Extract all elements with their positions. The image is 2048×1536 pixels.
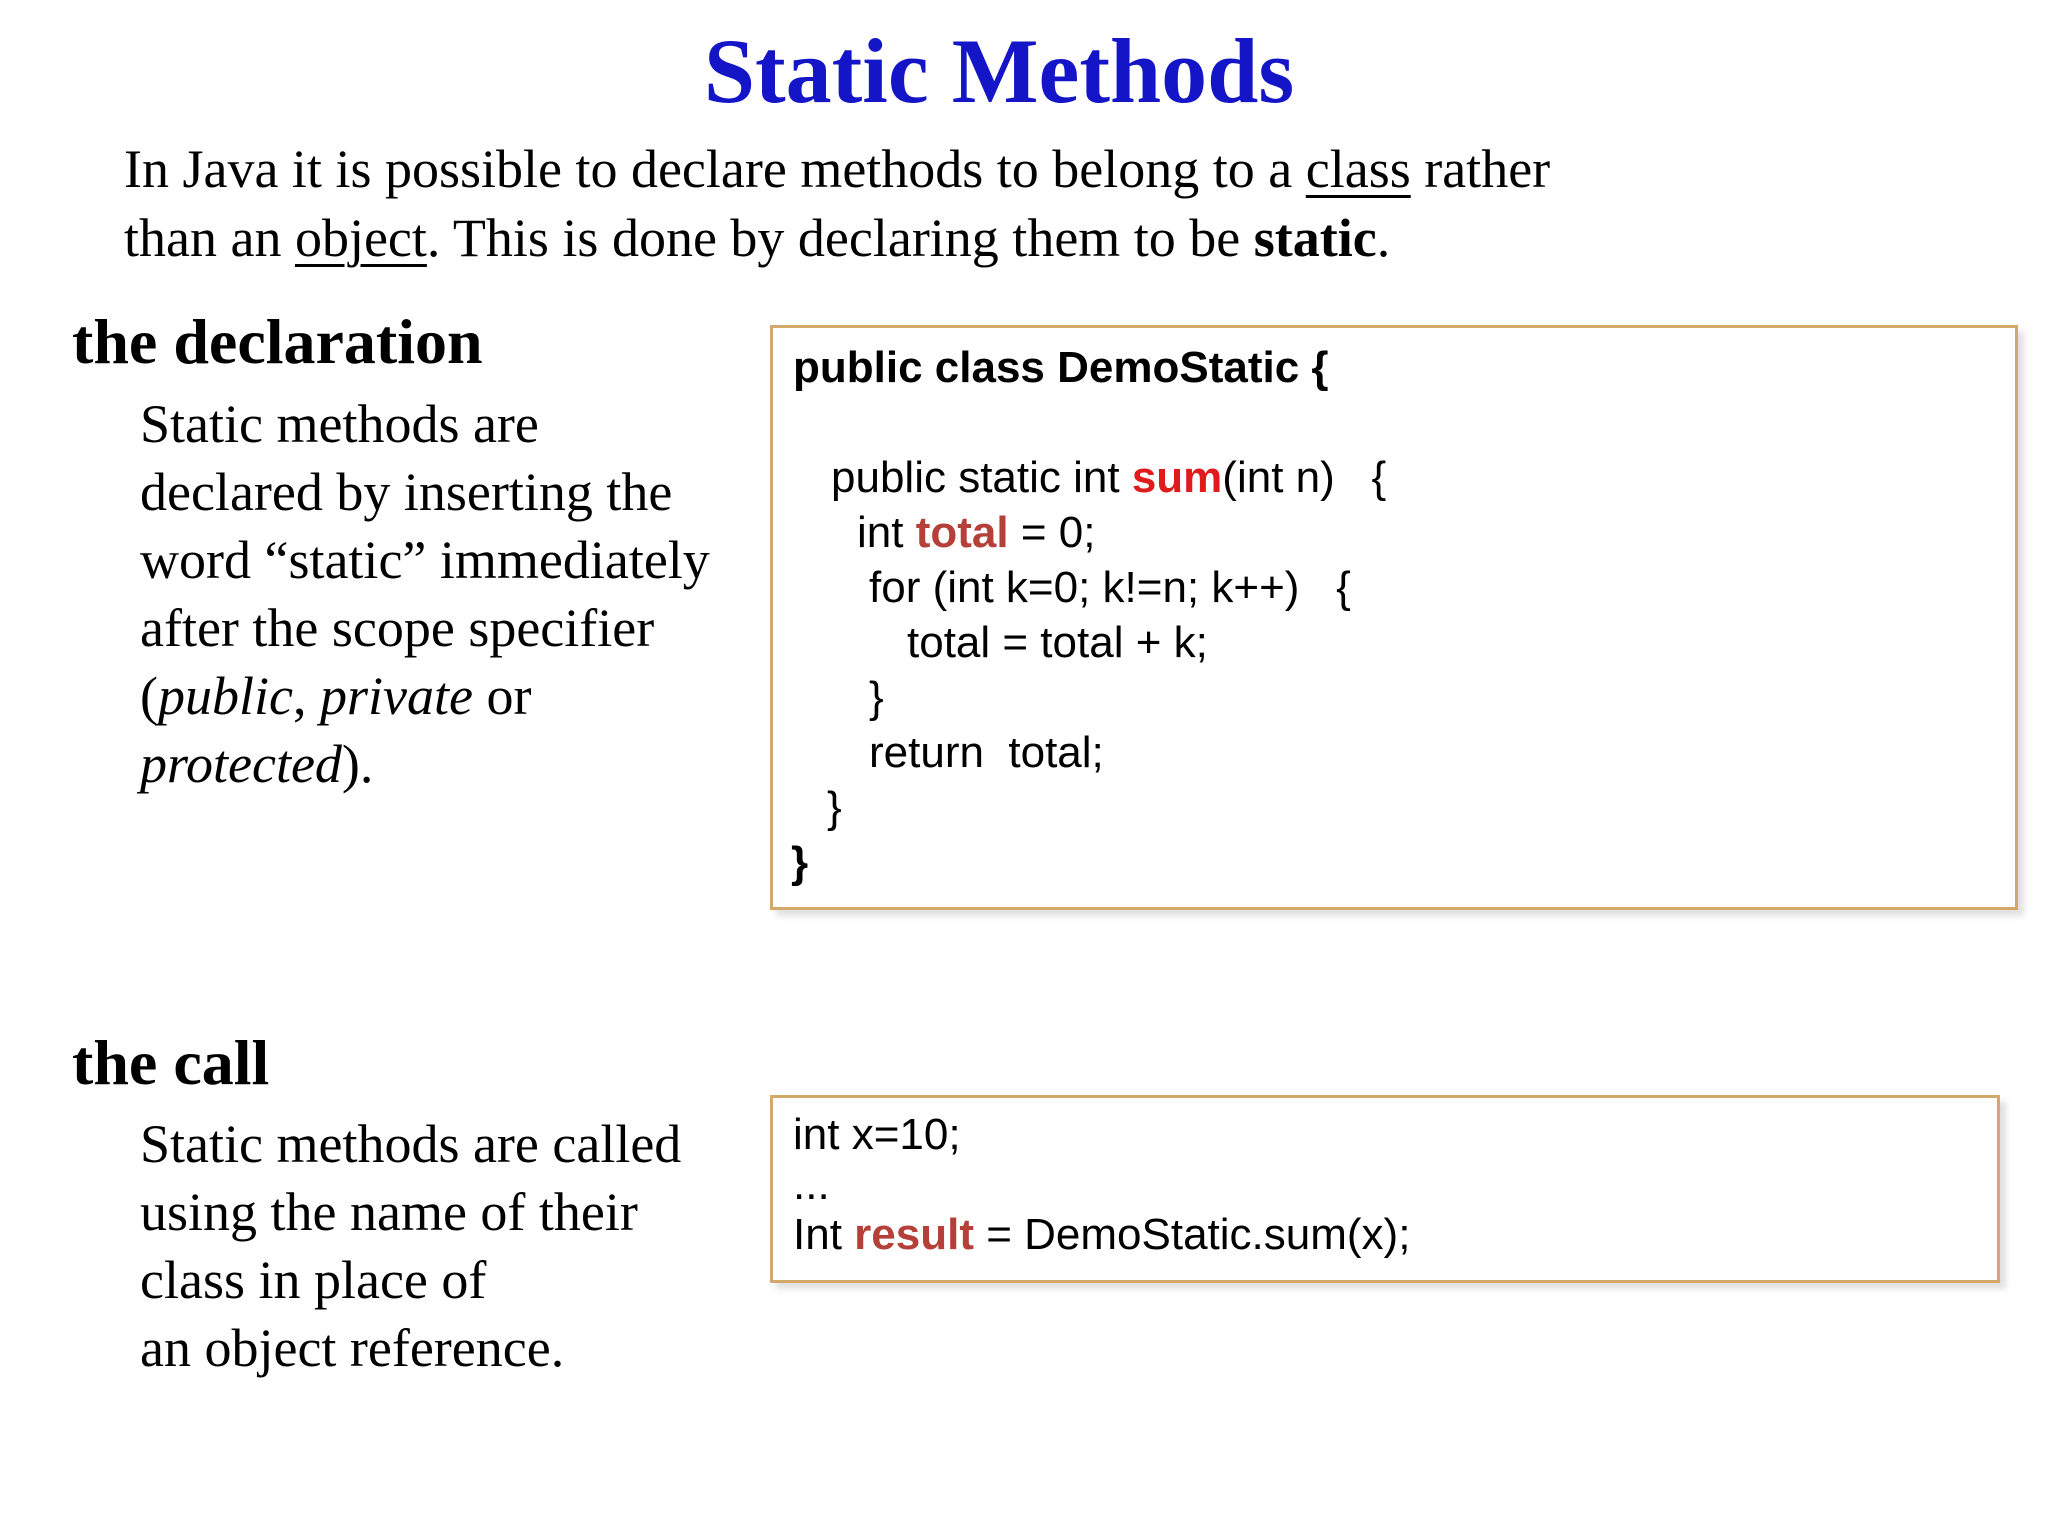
- keyword-protected: protected: [140, 734, 342, 794]
- code-part: public static int: [831, 453, 1132, 502]
- code-line: }: [827, 783, 842, 832]
- method-name-sum: sum: [1131, 453, 1223, 502]
- text-part: ,: [292, 666, 320, 726]
- code-line: [857, 508, 1095, 558]
- keyword-private: private: [319, 666, 473, 726]
- intro-text: .: [1376, 208, 1391, 268]
- code-part: int: [857, 508, 916, 557]
- code-part: (int n) {: [1222, 453, 1387, 502]
- text-line: Static methods are: [140, 394, 539, 454]
- text-line: [140, 730, 760, 798]
- declaration-heading: the declaration: [72, 306, 483, 377]
- code-line: public class DemoStatic {: [793, 343, 1329, 392]
- intro-object-term: object: [294, 208, 427, 268]
- code-line: total = total + k;: [907, 618, 1208, 667]
- code-line: [793, 1210, 1410, 1260]
- intro-text: than an: [124, 208, 295, 268]
- text-line: an object reference.: [140, 1318, 565, 1378]
- slide-title: Static Methods: [703, 20, 1295, 122]
- variable-result: result: [854, 1210, 974, 1259]
- code-line: }: [791, 838, 809, 887]
- text-part: ).: [341, 734, 374, 794]
- code-part: = 0;: [1008, 508, 1096, 557]
- code-part: Int: [793, 1210, 855, 1259]
- text-line: [140, 662, 760, 730]
- text-part: or: [472, 666, 532, 726]
- code-line: int x=10;: [793, 1110, 961, 1159]
- code-line: ...: [793, 1160, 830, 1209]
- text-line: class in place of: [140, 1250, 487, 1310]
- text-line: declared by inserting the: [140, 462, 673, 522]
- text-line: Static methods are called: [140, 1114, 682, 1174]
- code-part: = DemoStatic.sum(x);: [973, 1210, 1411, 1259]
- declaration-code-box: [770, 325, 2018, 910]
- intro-line-1: [124, 135, 1924, 204]
- intro-static-term: static: [1253, 208, 1377, 268]
- intro-text: rather: [1410, 139, 1551, 199]
- code-line: return total;: [869, 728, 1104, 777]
- code-line: [831, 453, 1386, 503]
- text-line: word “static” immediately: [140, 530, 710, 590]
- call-heading: the call: [72, 1027, 270, 1098]
- intro-text: In Java it is possible to declare methods to belong to a: [124, 139, 1306, 199]
- code-line: for (int k=0; k!=n; k++) {: [869, 563, 1351, 612]
- text-line: after the scope specifier: [140, 598, 655, 658]
- code-line: }: [869, 673, 884, 722]
- intro-text: . This is done by declaring them to be: [426, 208, 1254, 268]
- text-part: (: [140, 666, 158, 726]
- call-code-box: [770, 1095, 2000, 1283]
- keyword-public: public: [157, 666, 293, 726]
- intro-paragraph: [124, 135, 1924, 273]
- text-line: using the name of their: [140, 1182, 638, 1242]
- call-description: [140, 1110, 760, 1382]
- intro-class-term: class: [1305, 139, 1411, 199]
- variable-total: total: [915, 508, 1009, 557]
- declaration-description: [140, 390, 760, 798]
- intro-line-2: [124, 204, 1924, 273]
